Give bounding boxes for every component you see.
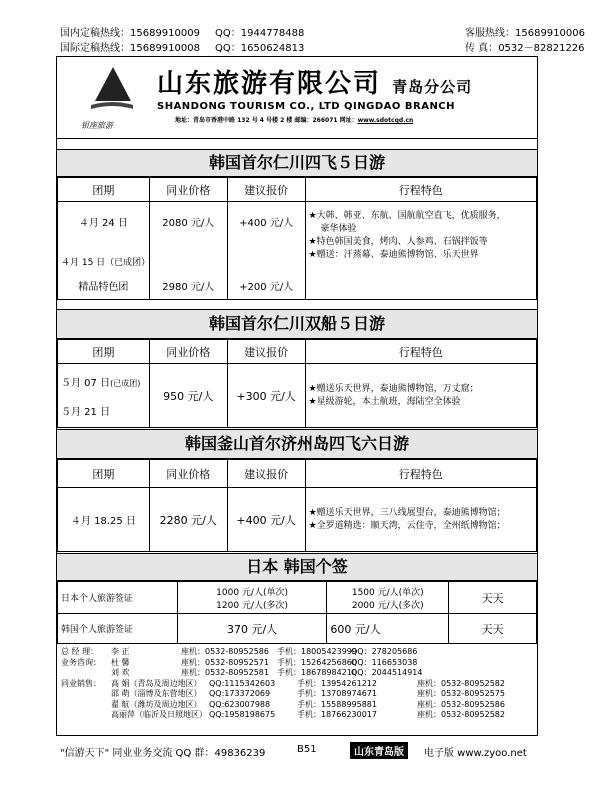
- visa-kr-price2: 600 元/人: [327, 614, 449, 644]
- tour3-title: 韩国釜山首尔济州岛四飞六日游: [57, 429, 537, 459]
- hdr-trade: 同业价格: [149, 178, 227, 202]
- tour3-trade: 2280 元/人: [149, 488, 227, 552]
- logo-text: 银座旅游: [81, 121, 113, 130]
- contact-role: 同业销售：: [61, 678, 101, 688]
- tour1-feat-3: ★赠送：汗蒸幕、泰迪熊博物馆、乐天世界: [308, 250, 479, 260]
- company-header: [57, 57, 537, 139]
- visa-jp-p1b: 1200 元/人(多次): [216, 600, 288, 611]
- qq-1: QQ：1944778488: [215, 28, 305, 39]
- branch-name: 青岛分公司: [392, 78, 473, 96]
- web-link[interactable]: 电子版 www.zyoo.net: [424, 748, 527, 759]
- contact-t3: 座机：0532-80952582: [417, 678, 505, 688]
- fax-tel: 0532－82821226: [498, 43, 585, 54]
- tour1-trade-1: 2080 元/人: [162, 218, 215, 229]
- contact-name: 高 娟（青岛及周边地区）: [111, 678, 202, 688]
- visa-jp-p2a: 1500 元/人(单次): [351, 587, 424, 598]
- hdr2-trade: 同业价格: [149, 340, 227, 364]
- tour2-period-cell: [58, 364, 150, 428]
- visa-title: 日本 韩国个签: [57, 553, 537, 581]
- tour1-table: [57, 177, 537, 300]
- contact-t3: 座机：0532-80952575: [417, 689, 505, 698]
- visa-kr-label: 韩国个人旅游签证: [58, 614, 178, 644]
- intl-label: 国际定稿热线：: [60, 43, 130, 54]
- visa-table: [57, 581, 537, 644]
- tour3-feat-2: ★全罗道精选：顺天湾，云住寺，全州纸博物馆；: [308, 520, 506, 531]
- hdr-features: 行程特色: [305, 178, 536, 202]
- contact-t2: 手机：13954261212: [297, 678, 377, 688]
- tour3-period: ４月 18.25 日: [58, 488, 150, 552]
- service-tel: 15689910006: [515, 28, 585, 39]
- tour2-feat-1: ★赠送乐天世界，泰迪熊博物馆，万丈窟；: [308, 383, 479, 394]
- tour1-period-cell: [58, 202, 150, 300]
- top-line-1: [60, 24, 585, 39]
- fax-label: 传 真：: [465, 43, 499, 54]
- contact-t2: 手机：18678984210: [277, 668, 357, 677]
- contact-t3: 座机：0532-80952586: [417, 699, 505, 709]
- contact-t1: 座机：0532-80952586: [181, 647, 269, 656]
- hdr-period: 团期: [58, 178, 150, 202]
- website-link[interactable]: www.sdotcqd.cn: [357, 117, 414, 124]
- top-line-2: [60, 39, 585, 54]
- contact-role: 总 经 理：: [61, 647, 99, 656]
- visa-kr-price1: 370 元/人: [177, 614, 327, 644]
- tour1-suggest-3: +200 元/人: [239, 282, 294, 293]
- contact-t3: QQ：278205686: [351, 647, 418, 656]
- hdr3-period: 团期: [58, 460, 150, 488]
- contact-t1: QQ:1115342603: [209, 678, 276, 688]
- contact-name: 杜 馨: [111, 657, 130, 667]
- contact-t3: 座机：0532-80952582: [417, 710, 505, 719]
- qq-group: "信游天下" 同业业务交流 QQ 群：49836239: [60, 748, 266, 759]
- domestic-label: 国内定稿热线：: [60, 28, 130, 39]
- company-name: 山东旅游有限公司: [157, 69, 382, 99]
- contact-t1: 座机：0532-80952581: [181, 668, 269, 677]
- flyer-frame: [56, 56, 538, 736]
- tour3-table: [57, 459, 537, 552]
- contact-name: 邵 萌（淄博及东营地区）: [111, 689, 202, 698]
- company-name-en: SHANDONG TOURISM CO., LTD QINGDAO BRANCH: [157, 101, 456, 112]
- contact-t1: QQ:623007988: [209, 699, 271, 709]
- tour2-table: [57, 339, 537, 428]
- visa-jp-price1: [177, 582, 327, 614]
- visa-jp-price2: [327, 582, 449, 614]
- tour1-title: 韩国首尔仁川四飞５日游: [57, 149, 537, 177]
- tour1-trade-cell: [149, 202, 227, 300]
- tour3-suggest: +400 元/人: [227, 488, 305, 552]
- tour1-period-1: ４月 24 日: [78, 218, 128, 229]
- contact-t3: QQ：116653038: [351, 657, 418, 667]
- tour2-period-1-date: ５月 07 日: [61, 377, 111, 389]
- tour1-feat-1b: 豪华体验: [320, 224, 357, 234]
- tour1-feat-2: ★特色韩国美食，烤肉、人参鸡、石锅拌饭等: [308, 237, 488, 247]
- contact-name: 刘 欢: [111, 668, 130, 677]
- tour2-period-2: ５月 21 日: [61, 406, 111, 418]
- service-label: 客服热线：: [465, 28, 515, 39]
- contact-t2: 手机：15588995881: [297, 699, 377, 709]
- tour1-period-2: ４月 15 日（已成团）: [61, 258, 151, 268]
- tour1-trade-3: 2980 元/人: [162, 282, 215, 293]
- tour2-period-1: [61, 374, 146, 389]
- tour2-trade: 950 元/人: [149, 364, 227, 428]
- tour2-feat-2: ★星级游轮，本土航班，海陆空全体验: [308, 396, 461, 407]
- company-name-cn: [157, 63, 472, 100]
- contact-t2: 手机：18766230017: [297, 710, 377, 719]
- contact-t2: 手机：13708974671: [297, 689, 377, 698]
- tour1-features: [305, 202, 536, 300]
- contact-name: 翟 航（潍坊及周边地区）: [111, 699, 202, 709]
- domestic-tel: 15689910009: [130, 28, 200, 39]
- hdr3-features: 行程特色: [305, 460, 536, 488]
- visa-jp-freq: 天天: [449, 582, 537, 614]
- visa-jp-label: 日本个人旅游签证: [58, 582, 178, 614]
- hdr2-features: 行程特色: [305, 340, 536, 364]
- hdr3-trade: 同业价格: [149, 460, 227, 488]
- hdr-suggest: 建议报价: [227, 178, 305, 202]
- hdr2-period: 团期: [58, 340, 150, 364]
- contact-t2: 手机：18005423999: [277, 647, 357, 656]
- qq-2: QQ：1650624813: [215, 43, 305, 54]
- tour1-feat-1: ★大韩、韩亚、东航、国航航空直飞，优质服务，: [308, 211, 506, 221]
- contact-name: 李 正: [111, 647, 130, 656]
- tour2-suggest: +300 元/人: [227, 364, 305, 428]
- visa-kr-freq: 天天: [449, 614, 537, 644]
- tour1-period-3: 精品特色团: [78, 282, 129, 293]
- tour2-features: [305, 364, 536, 428]
- contact-t2: 手机：15264256860: [277, 657, 357, 667]
- hdr3-suggest: 建议报价: [227, 460, 305, 488]
- tour3-feat-1: ★赠送乐天世界，三八线展望台，泰迪熊博物馆；: [308, 507, 506, 518]
- visa-jp-p1a: 1000 元/人(单次): [216, 587, 288, 598]
- contact-role: 业务咨询：: [61, 657, 101, 667]
- contact-t3: QQ：2044514914: [351, 668, 423, 677]
- contact-t1: QQ:1958198675: [209, 710, 276, 719]
- brand-badge: 山东青岛版: [350, 742, 408, 759]
- page-number: B51: [297, 744, 317, 755]
- contact-name: 高丽萍（临沂及日照地区）: [111, 710, 207, 719]
- intl-tel: 15689910008: [130, 43, 200, 54]
- address-text: 地址：青岛市香港中路 132 号 4 号楼 2 楼 邮编：266071 网址：: [175, 117, 358, 124]
- sail-logo-icon: [87, 65, 137, 115]
- tour1-suggest-1: +400 元/人: [239, 218, 294, 229]
- contact-t1: 座机：0532-80952571: [181, 657, 269, 667]
- company-address: [175, 115, 413, 124]
- contact-t1: QQ:173372069: [209, 689, 271, 698]
- tour2-title: 韩国首尔仁川双船５日游: [57, 309, 537, 339]
- hdr2-suggest: 建议报价: [227, 340, 305, 364]
- tour3-features: [305, 488, 536, 552]
- tour2-period-1-note: (已成团): [110, 378, 141, 388]
- tour1-suggest-cell: [227, 202, 305, 300]
- visa-jp-p2b: 2000 元/人(多次): [351, 600, 424, 611]
